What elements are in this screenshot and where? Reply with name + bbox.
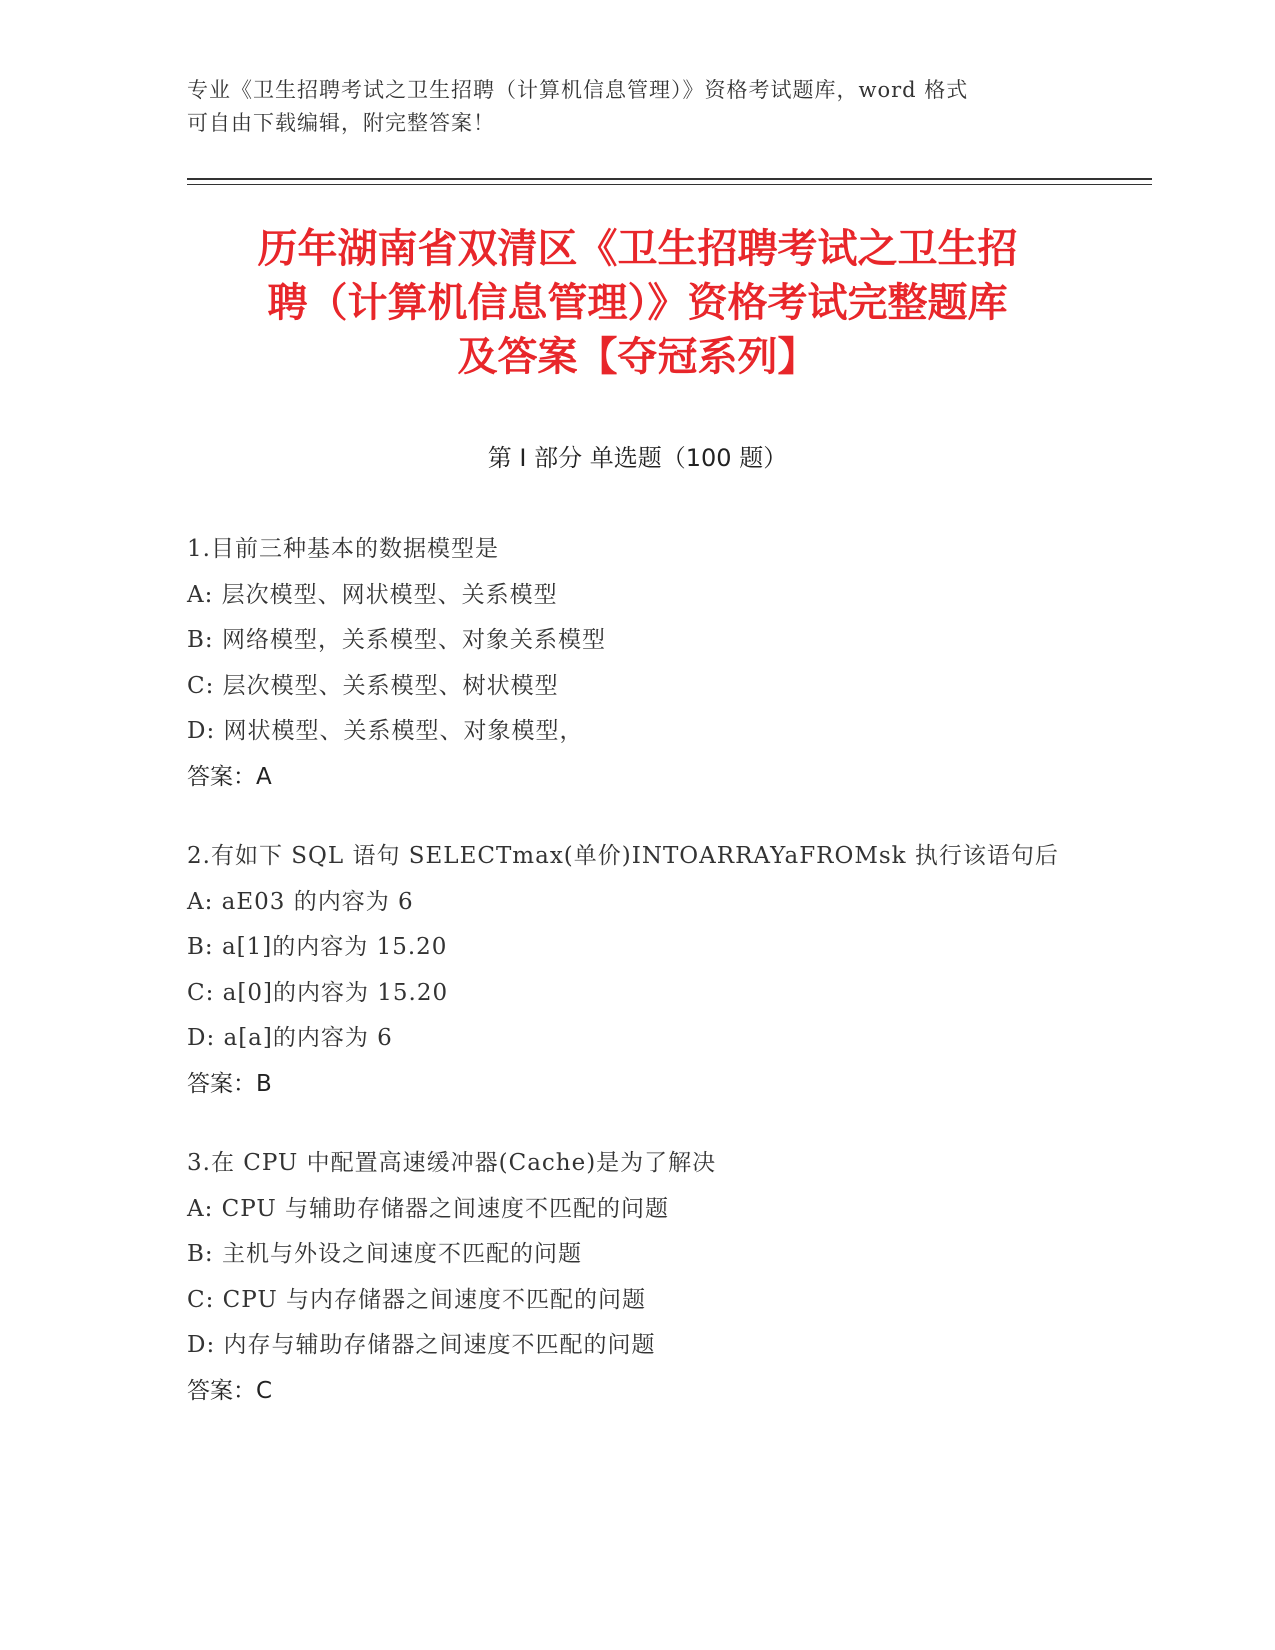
question-1: [187, 527, 1117, 800]
option-b: B: 网络模型，关系模型、对象关系模型: [187, 627, 606, 653]
question-list: [187, 527, 1117, 1448]
option-d: D: 网状模型、关系模型、对象模型，: [187, 718, 584, 744]
option-b: B: 主机与外设之间速度不匹配的问题: [187, 1241, 582, 1267]
option-a: A: aE03 的内容为 6: [187, 888, 414, 915]
title-line-1: 历年湖南省双清区《卫生招聘考试之卫生招: [257, 226, 1018, 272]
title-line-2: 聘（计算机信息管理）》资格考试完整题库: [267, 280, 1008, 326]
question-2: [187, 834, 1117, 1107]
question-stem: 2.有如下 SQL 语句 SELECTmax(单价)INTOARRAYaFROMsk 执行该语句后: [187, 843, 1059, 869]
option-d: D: a[a]的内容为 6: [187, 1025, 393, 1051]
option-a: A: CPU 与辅助存储器之间速度不匹配的问题: [187, 1195, 670, 1222]
option-a: A: 层次模型、网状模型、关系模型: [187, 581, 558, 608]
answer-label: 答案：A: [187, 763, 272, 790]
question-3: [187, 1141, 1117, 1414]
answer-label: 答案：C: [187, 1377, 273, 1404]
title-line-3: 及答案【夺冠系列】: [457, 334, 818, 380]
option-b: B: a[1]的内容为 15.20: [187, 934, 448, 960]
option-d: D: 内存与辅助存储器之间速度不匹配的问题: [187, 1332, 656, 1358]
answer-label: 答案：B: [187, 1070, 272, 1097]
option-c: C: a[0]的内容为 15.20: [187, 979, 449, 1006]
question-stem: 3.在 CPU 中配置高速缓冲器(Cache)是为了解决: [187, 1150, 717, 1176]
header-note-line-1: 专业《卫生招聘考试之卫生招聘（计算机信息管理）》资格考试题库，word 格式: [187, 78, 969, 102]
question-stem: 1.目前三种基本的数据模型是: [187, 536, 499, 562]
header-note: [187, 74, 1067, 140]
section-heading: 第 I 部分 单选题（100 题）: [487, 444, 788, 472]
header-divider-thick: [187, 178, 1152, 180]
header-note-line-2: 可自由下载编辑，附完整答案！: [187, 111, 495, 135]
document-title: [187, 222, 1088, 384]
option-c: C: 层次模型、关系模型、树状模型: [187, 672, 559, 699]
header-divider-thin: [187, 184, 1152, 185]
option-c: C: CPU 与内存储器之间速度不匹配的问题: [187, 1286, 647, 1313]
